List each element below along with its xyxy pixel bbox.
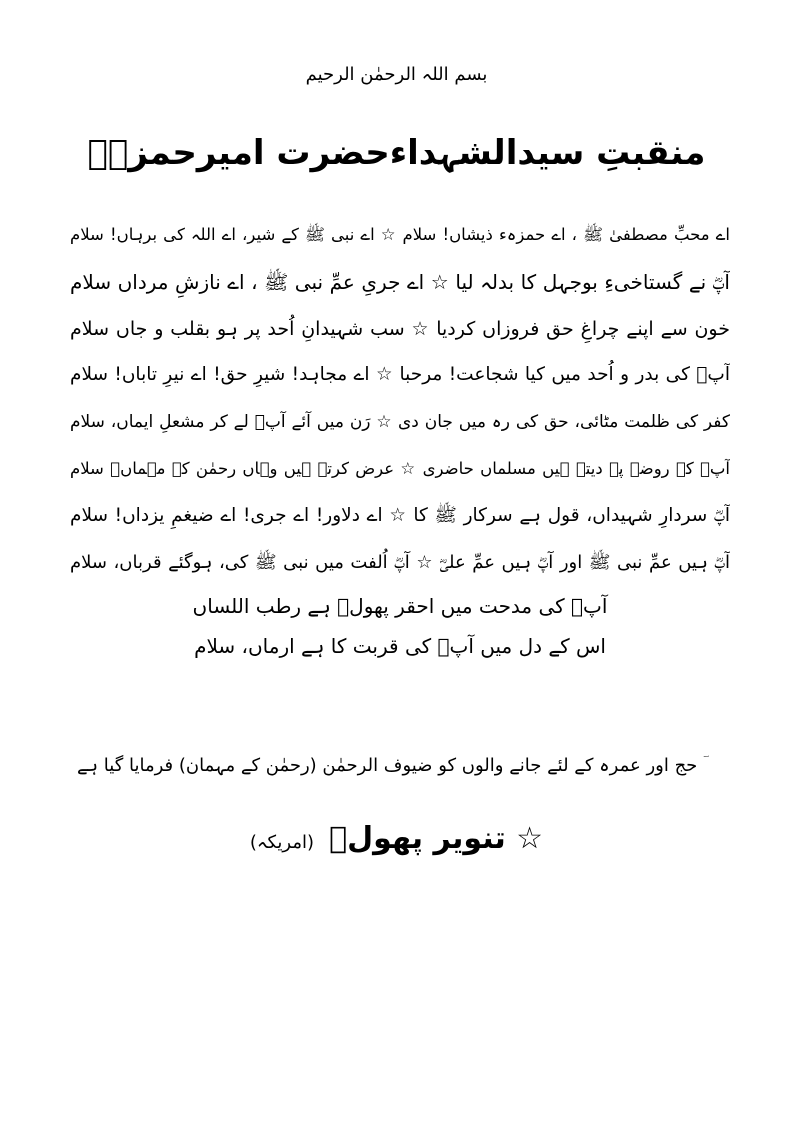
poet-signature [0,814,793,868]
verse-line: خون سے اپنے چراغِ حق فروزاں کردیا ☆ سب شہیدانِ اُحد پر ہو بقلب و جاں سلام [70,317,730,340]
verse-line: آپؓ کے روضے پہ دیتے ہیں مسلماں حاضری ☆ عرض کرتے ہیں وہاں رحمٰن کے مہماںؔ سلام [70,458,730,478]
poet-location: (امریکہ) [249,832,315,853]
poem-verses [70,212,730,666]
verse-line: آپؓ ہیں عمِّ نبی ﷺ اور آپؓ ہیں عمِّ علیؓ ☆ آپؓ اُلفت میں نبی ﷺ کی، ہوگئے قرباں، سلام [70,551,730,573]
verse-line: آپؓ سردارِ شہیداں، قول ہے سرکار ﷺ کا ☆ اے دلاور! اے جری! اے ضیغمِ یزداں! سلام [70,504,730,526]
page-title: منقبتِ سیدالشہداءحضرت امیرحمزہؓ [87,133,706,173]
closing-verse-line: آپؓ کی مدحت میں احقر پھولؔ ہے رطب اللساں [192,594,608,619]
bismillah-heading: بسم اللہ الرحمٰن الرحیم [305,64,488,85]
verse-line: اے محبِّ مصطفیٰ ﷺ ، اے حمزہء ذیشاں! سلام ☆ اے نبی ﷺ کے شیر، اے اللہ کی برہاں! سلام [70,225,730,244]
verse-line: آپؓ کی بدر و اُحد میں کیا شجاعت! مرحبا ☆ اے مجاہد! شیرِ حق! اے نیرِ تاباں! سلام [70,364,730,386]
closing-verse-line: اس کے دل میں آپؓ کی قربت کا ہے ارماں، سلام [194,634,606,659]
verse-line: آپؓ نے گستاخیءِ بوجہل کا بدلہ لیا ☆ اے جریِ عمِّ نبی ﷺ ، اے نازشِ مرداں سلام [70,269,730,294]
poet-name: ☆ تنویر پھولؔ [329,821,544,856]
verse-line: کفر کی ظلمت مٹائی، حق کی رہ میں جان دی ☆ رَن میں آئے آپؓ لے کر مشعلِ ایماں، سلام [70,412,730,433]
footnote: ؔ حج اور عمرہ کے لئے جانے والوں کو ضیوف الرحمٰن (رحمٰن کے مہمان) فرمایا گیا ہے [76,755,704,776]
